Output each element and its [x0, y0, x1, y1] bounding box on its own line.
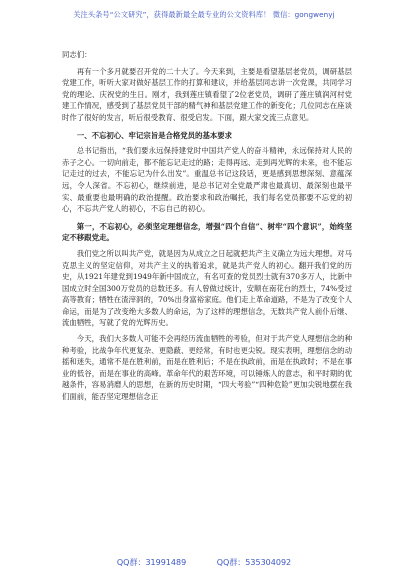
- footer-qq-group-2: QQ群：535304092: [216, 558, 292, 567]
- footer-qq-group-1: QQ群：31991489: [116, 558, 187, 567]
- footer-banner: [0, 557, 408, 568]
- intro-paragraph: 再有一个多月就要召开党的二十大了。今天来到，主要是看望基层老党员，调研基层党建工作，听听大家对做好基层工作的打算和建议，并给基层同志讲一次党课，共同学习党的理论、庆祝党的生日。刚才，我到莲庄镇看望了2位老党员，调研了莲庄镇润河村党建工作情况，感受到了基层党员干部的精气神和基层党建工作的新变化；几位同志在座谈时作了很好的发言，听后很受教育、很受启发。下面，跟大家交流三点意见。: [62, 66, 352, 122]
- header-banner: 关注头条号“公文研究”，获得最新最全最专业的公文资料库！ 微信：gongwenyj: [73, 10, 335, 19]
- subpoint-first-heading: 第一，不忘初心，必须坚定理想信念，增强“四个自信”、树牢“四个意识”，始终坚定不移跟党走。: [62, 221, 352, 243]
- section-heading-1: 一、不忘初心、牢记宗旨是合格党员的基本要求: [76, 130, 233, 140]
- document-body: [62, 49, 352, 403]
- paragraph-modern-tests: 今天，我们大多数人可能不会再经历流血牺牲的考验，但对于共产党人理想信念的种种考验，比战争年代更复杂、更隐蔽、更经常，有时也更尖锐。现实表明，理想信念的动摇和迷失，通常不是在胜利前，而是在胜利后；不是在执政前，而是在执政时；不是在事业的低谷，而是在事业的高峰。革命年代的艰苦环境，可以锤炼人的意志，和平时期的优越条件，容易消磨人的思想，在新的历史时期，“四大考验”“四种危险”更加尖锐地摆在我们面前，能否坚定理想信念正: [62, 334, 352, 402]
- salutation: 同志们：: [62, 50, 92, 59]
- paragraph-party-history: 我们党之所以叫共产党，就是因为从成立之日起就把共产主义确立为远大理想。对马克思主义的坚定信仰，对共产主义的执着追求，就是共产党人的初心。翻开我们党的历史，从1921年建党到1949年新中国成立，有名可查的党员烈士就有370多万人，比新中国成立时全国300万党员的总数还多。有人曾做过统计，安顺在南花台的烈士，74%受过高等教育；牺牲在渣滓洞的，70%出身富裕家庭。他们走上革命道路，不是为了改变个人命运，而是为了改变绝大多数人的命运，为了这样的理想信念，无数共产党人前仆后继、流血牺牲，写就了党的光辉历史。: [62, 248, 352, 328]
- paragraph-general-secretary-quote: 总书记指出，“我们要永远保持建党时中国共产党人的奋斗精神，永远保持对人民的赤子之心。一切向前走，都不能忘记走过的路；走得再远、走到再光辉的未来，也不能忘记走过的过去，不能忘记为什么出发”。重温总书记这段话，更是感到思想深刻、意蕴深远，令人深省。不忘初心，继续前进，是总书记对全党最严肃也最真切、最深刻也最平实、最重要也最明确的政治提醒。政治要求和政治嘱托，我们每名党员都要不忘党的初心，不忘共产党人的初心，不忘自己的初心。: [62, 146, 352, 214]
